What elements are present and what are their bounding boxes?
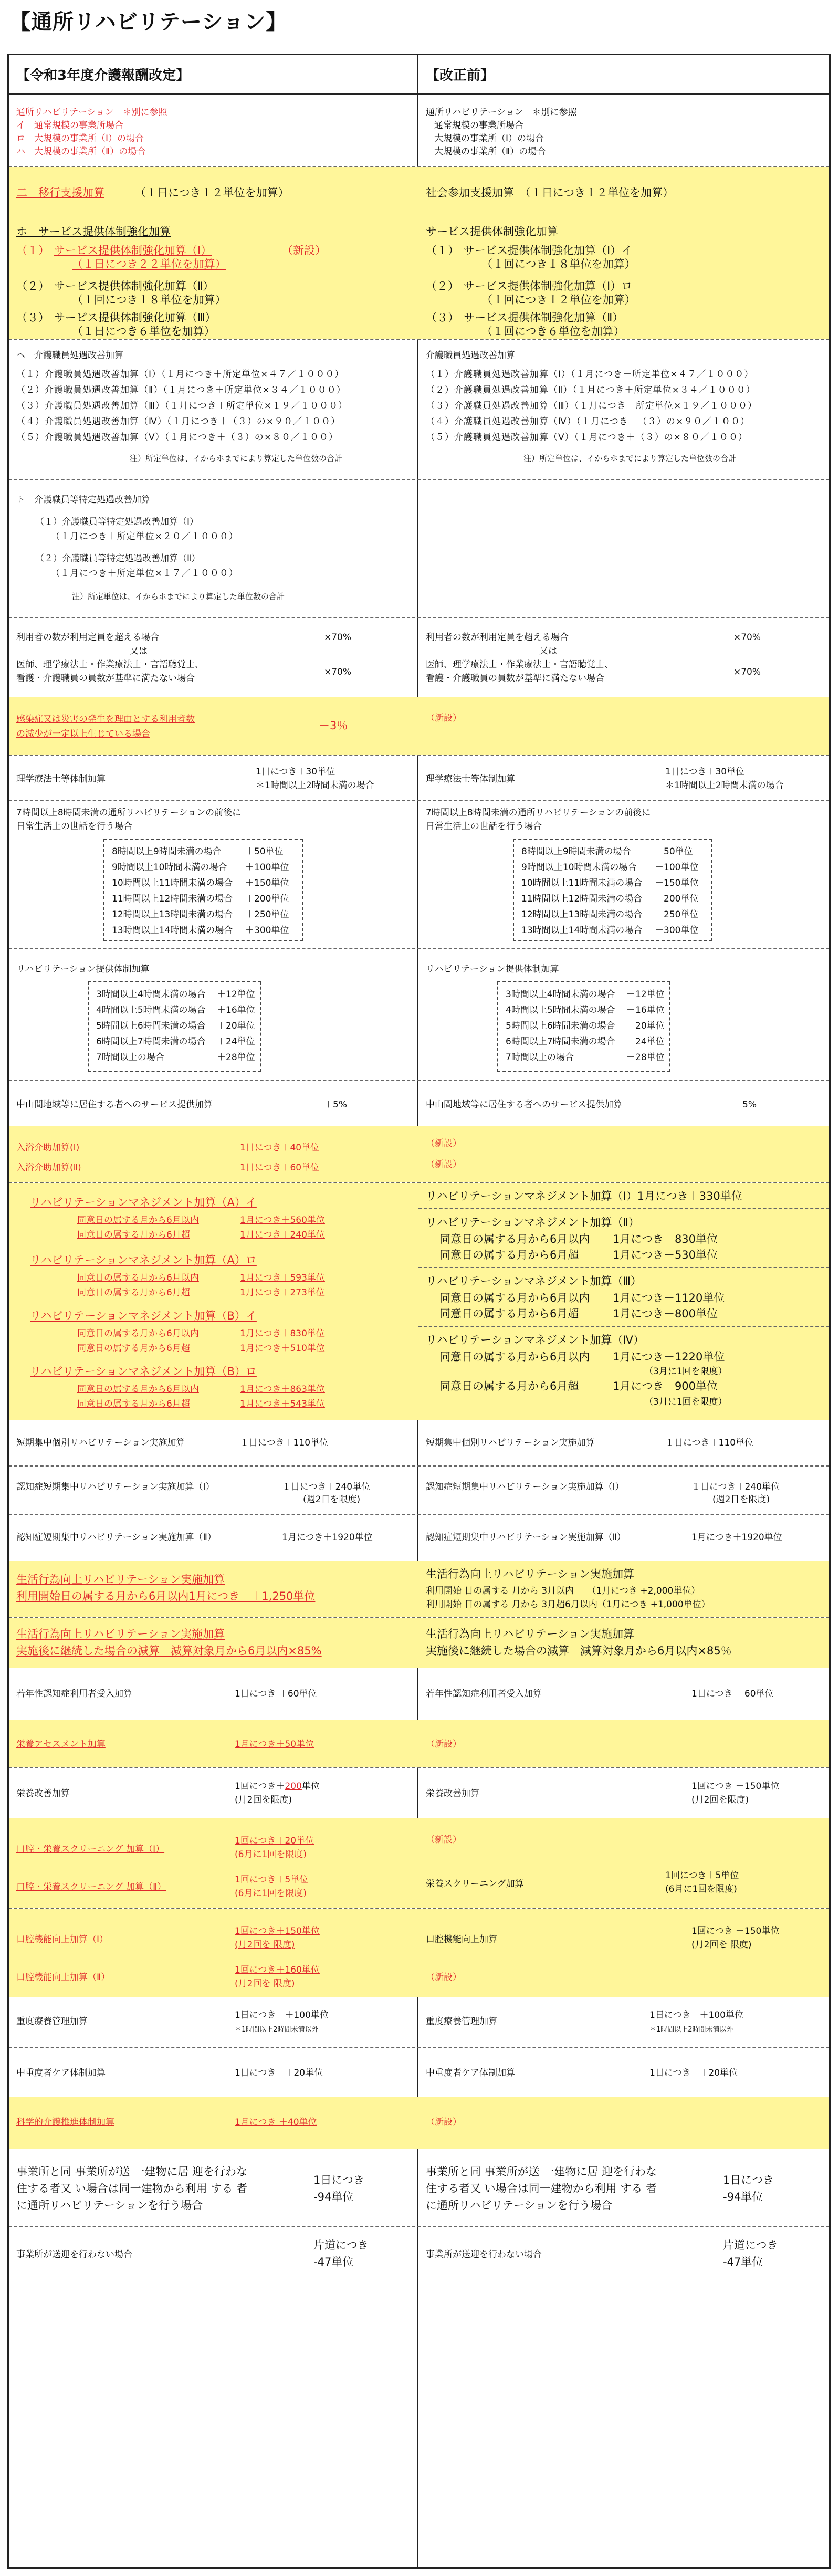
- row-rehab-management: リハビリテーションマネジメント加算（A）イ 同意日の属する月から6月以内 1月につき＋560単位 同意日の属する月から6月超 1月につき＋240単位 リハビリテーションマネジメント加算（A）ロ 同意日の属する月から6月以内 1月につき＋593単位 同意日の属する月から6月超 1月につき＋273単位 リハビリテーションマネジメント加算（B）イ 同意日の属する月から6月以内 1月につき＋830単位 同意日の属する月から6月超 1月につき＋510単位 リハビリテーションマネジメント加算（B）ロ 同意日の属する月から6月以内 1月につき＋863単位 同意日の属する月から6月超 1月につき＋543単位 リハビリテーションマネジメント加算（Ⅰ）1月につき＋330単位 リハビリテーションマネジメント加算（Ⅱ） 同意日の属する月から6月以内 1月につき＋830単位 同意日の属する月から6月超 1月につき＋530単位 リハビリテーションマネジメント加算（Ⅲ） 同意日の属する月から6月以内 1月につき＋1120単位 同意日の属する月から6月超 1月につき＋800単位 リハビリテーションマネジメント加算（Ⅳ） 同意日の属する月から6月以内 1月につき＋1220単位 （3月に1回を限度） 同意日の属する月から6月超 1月につき＋900単位 （3月に1回を限度）: [9, 1183, 829, 1420]
- row-oral-function: 口腔機能向上加算（Ⅰ） 1回につき＋150単位 (月2回を 限度) 口腔機能向上加算（Ⅱ） 1回につき＋160単位 (月2回を 限度) 口腔機能向上加算 1回につき ＋150単位 (月2回を 限度) （新設）: [9, 1909, 829, 1997]
- row-life-activity-reduction: 生活行為向上リハビリテーション実施加算 実施後に継続した場合の減算 減算対象月から6月以内×85% 生活行為向上リハビリテーション実施加算 実施後に継続した場合の減算 減算対象月から6月以内×85％: [9, 1618, 829, 1668]
- row-scientific-care: 科学的介護推進体制加算 1月につき ＋40単位 （新設）: [9, 2097, 829, 2149]
- comparison-table: [7, 54, 831, 2569]
- row-young-dementia: 若年性認知症利用者受入加算 1日につき ＋60単位 若年性認知症利用者受入加算 1日につき ＋60単位: [16, 1689, 774, 1699]
- row-dementia-short-1: 認知症短期集中リハビリテーション実施加算（Ⅰ） １日につき＋240単位 (週2日を限度) 認知症短期集中リハビリテーション実施加算（Ⅰ） １日につき＋240単位 (週2日を限度): [16, 1482, 780, 1505]
- row-over-capacity: 利用者の数が利用定員を超える場合 ×70% 又は 医師、理学療法士・作業療法士・言語聴覚士、 看護・介護職員の員数が基準に満たない場合 ×70% 利用者の数が利用定員を超える場合 ×70% 又は 医師、理学療法士・作業療法士・言語聴覚士、 看護・介護職員の員数が基準に満たない場合 ×70%: [16, 632, 761, 684]
- row-nutrition-improvement: 栄養改善加算 1回につき＋200単位 (月2回を限度) 栄養改善加算 1回につき ＋150単位 (月2回を限度): [16, 1781, 780, 1805]
- header-right: 【改正前】: [418, 55, 829, 95]
- row-service-system: ホ サービス提供体制強化加算 （１） サービス提供体制強化加算（Ⅰ） （新設） （１日につき２２単位を加算） （２） サービス提供体制強化加算（Ⅱ） （１回につき１８単位を加算） （３） サービス提供体制強化加算（Ⅲ） （１日につき６単位を加算） サービス提供体制強化加算 （１） サービス提供体制強化加算（Ⅰ）イ （１回につき１８単位を加算） （２） サービス提供体制強化加算（Ⅰ）ロ （１回につき１２単位を加算） （３） サービス提供体制強化加算（Ⅱ） （１回につき６単位を加算）: [9, 218, 829, 339]
- social-participation-label: 社会参加支援加算 （１日につき１２単位を加算）: [426, 186, 674, 199]
- row-bathing: 入浴介助加算(Ⅰ) 1日につき＋40単位 入浴介助加算(Ⅱ) 1日につき＋60単位 （新設） （新設）: [9, 1126, 829, 1182]
- new-label: （新設）: [426, 2117, 462, 2128]
- new-label: （新設）: [426, 1159, 462, 1170]
- row-transition-support: [9, 167, 829, 218]
- specific-treatment-head: ト 介護職員等特定処遇改善加算: [16, 495, 150, 505]
- header-left: 【令和3年度介護報酬改定】: [9, 55, 417, 95]
- row-life-activity: 生活行為向上リハビリテーション実施加算 利用開始日の属する月から6月以内1月につき ＋1,250単位 生活行為向上リハビリテーション実施加算 利用開始 日の属する 月から 3月以内 （1月につき +2,000単位） 利用開始 日の属する 月から 3月超6月以内（1月につき +1,000単位）: [9, 1561, 829, 1617]
- base-line-1: 通所リハビリテーション ＊別に参照: [16, 107, 167, 118]
- treatment-head: ヘ 介護職員処遇改善加算: [16, 350, 123, 361]
- row-base-service: [9, 95, 829, 166]
- row-mountain-area: 中山間地域等に居住する者へのサービス提供加算 ＋5% 中山間地域等に居住する者へのサービス提供加算 ＋5%: [16, 1099, 757, 1110]
- new-label: （新設）: [426, 1835, 462, 1845]
- base-line-3: ロ 大規模の事業所（Ⅰ）の場合: [16, 133, 144, 144]
- row-extended-hours: 7時間以上8時間未満の通所リハビリテーションの前後に 日常生活上の世話を行う場合 8時間以上9時間未満の場合 ＋50単位 9時間以上10時間未満の場合 ＋100単位 10時間以上11時間未満の場合 ＋150単位 11時間以上12時間未満の場合 ＋200単位 12時間以上13時間未満の場合 ＋250単位 13時間以上14時間未満の場合 ＋300単位 7時間以上8時間未満の通所リハビリテーションの前後に 日常生活上の世話を行う場合 8時間以上9時間未満の場合 ＋50単位 9時間以上10時間未満の場合 ＋100単位 10時間以上11時間未満の場合 ＋150単位 11時間以上12時間未満の場合 ＋200単位 12時間以上13時間未満の場合 ＋250単位 13時間以上14時間未満の場合 ＋300単位: [9, 801, 829, 948]
- treatment-note: 注）所定単位は、イからホまでにより算定した単位数の合計: [523, 454, 737, 463]
- base-line-2: イ 通常規模の事業所場合: [16, 120, 123, 131]
- base-line-4: ハ 大規模の事業所（Ⅱ）の場合: [16, 146, 146, 157]
- service-system-head: サービス提供体制強化加算: [426, 225, 558, 238]
- row-short-term-individual: 短期集中個別リハビリテーション実施加算 １日につき＋110単位 短期集中個別リハビリテーション実施加算 １日につき＋110単位: [16, 1438, 754, 1448]
- new-label: （新設）: [426, 1138, 462, 1149]
- row-specific-treatment: ト 介護職員等特定処遇改善加算 （１）介護職員等特定処遇改善加算（Ⅰ） （１月につき＋所定単位×２０／１０００） （２）介護職員等特定処遇改善加算（Ⅱ） （１月につき＋所定単位×１７／１０００） 注）所定単位は、イからホまでにより算定した単位数の合計: [9, 480, 829, 617]
- new-label: （新設）: [426, 1739, 462, 1750]
- page-title: 【通所リハビリテーション】: [9, 10, 288, 34]
- row-treatment-improvement: ヘ 介護職員処遇改善加算 （１）介護職員処遇改善加算（Ⅰ）（１月につき＋所定単位×４７／１０００） （２）介護職員処遇改善加算（Ⅱ）（１月につき＋所定単位×３４／１０００） （３）介護職員処遇改善加算（Ⅲ）（１月につき＋所定単位×１９／１０００） （４）介護職員処遇改善加算（Ⅳ）（１月につき＋（３）の×９０／１００） （５）介護職員処遇改善加算（Ⅴ）（１月につき＋（３）の×８０／１００） 注）所定単位は、イからホまでにより算定した単位数の合計 介護職員処遇改善加算 （１）介護職員処遇改善加算（Ⅰ）（１月につき＋所定単位×４７／１０００） （２）介護職員処遇改善加算（Ⅱ）（１月につき＋所定単位×３４／１０００） （３）介護職員処遇改善加算（Ⅲ）（１月につき＋所定単位×１９／１０００） （４）介護職員処遇改善加算（Ⅳ）（１月につき＋（３）の×９０／１００） （５）介護職員処遇改善加算（Ⅴ）（１月につき＋（３）の×８０／１００） 注）所定単位は、イからホまでにより算定した単位数の合計: [9, 340, 829, 479]
- row-oral-nutrition-screening: 口腔・栄養スクリーニング 加算（Ⅰ） 1回につき＋20単位 (6月に1回を限度) 口腔・栄養スクリーニング 加算（Ⅱ） 1回につき＋5単位 (6月に1回を限度) （新設） 栄養スクリーニング加算 1回につき＋5単位 (6月に1回を限度): [9, 1818, 829, 1908]
- row-nutrition-assessment: 栄養アセスメント加算 1月につき＋50単位 （新設）: [9, 1720, 829, 1767]
- row-no-transport: 事業所が送迎を行わない場合 片道につき -47単位 事業所が送迎を行わない場合 片道につき -47単位: [16, 2239, 778, 2268]
- row-dementia-short-2: 認知症短期集中リハビリテーション実施加算（Ⅱ） 1月につき＋1920単位 認知症短期集中リハビリテーション実施加算（Ⅱ） 1月につき＋1920単位: [16, 1532, 782, 1543]
- row-severe-care: 重度療養管理加算 1日につき ＋100単位 ＊1時間以上2時間未満以外 重度療養管理加算 1日につき ＋100単位 ＊1時間以上2時間未満以外: [16, 2010, 743, 2034]
- row-same-building: 事業所と同 事業所が送 一建物に居 迎を行わな 住する者又 い場合は同一建物から利用 する 者 に通所リハビリテーションを行う場合 1日につき -94単位 事業所と同 事業所が送 一建物に居 迎を行わな 住する者又 い場合は同一建物から利用 する 者 に通所リハビリテーションを行う場合 1日につき -94単位: [16, 2165, 774, 2212]
- transition-support-name: 二 移行支援加算: [16, 186, 104, 199]
- transition-support-value: （１日につき１２単位を加算）: [135, 186, 289, 199]
- row-infection-disaster: 感染症又は災害の発生を理由とする利用者数 の減少が一定以上生じている場合 ＋3％ （新設）: [9, 697, 829, 755]
- new-label: （新設）: [426, 1972, 462, 1983]
- row-pt-system: 理学療法士等体制加算 1日につき＋30単位 ＊1時間以上2時間未満の場合 理学療法士等体制加算 1日につき＋30単位 ＊1時間以上2時間未満の場合: [16, 767, 784, 791]
- treatment-note: 注）所定単位は、イからホまでにより算定した単位数の合計: [130, 454, 343, 463]
- new-label: （新設）: [282, 244, 326, 257]
- base-line-3: 大規模の事業所（Ⅰ）の場合: [434, 133, 544, 144]
- specific-treatment-note: 注）所定単位は、イからホまでにより算定した単位数の合計: [72, 592, 285, 601]
- new-label: （新設）: [426, 713, 462, 724]
- base-line-4: 大規模の事業所（Ⅱ）の場合: [434, 146, 546, 157]
- row-moderate-severe-care: 中重度者ケア体制加算 1日につき ＋20単位 中重度者ケア体制加算 1日につき ＋20単位: [16, 2068, 738, 2078]
- treatment-head: 介護職員処遇改善加算: [426, 350, 515, 361]
- row-rehab-provision: リハビリテーション提供体制加算 3時間以上4時間未満の場合 ＋12単位 4時間以上5時間未満の場合 ＋16単位 5時間以上6時間未満の場合 ＋20単位 6時間以上7時間未満の場合 ＋24単位 7時間以上の場合 ＋28単位 リハビリテーション提供体制加算 3時間以上4時間未満の場合 ＋12単位 4時間以上5時間未満の場合 ＋16単位 5時間以上6時間未満の場合 ＋20単位 6時間以上7時間未満の場合 ＋24単位 7時間以上の場合 ＋28単位: [9, 949, 829, 1080]
- base-line-2: 通常規模の事業所場合: [434, 120, 523, 131]
- base-line-1: 通所リハビリテーション ＊別に参照: [426, 107, 577, 118]
- service-system-head: ホ サービス提供体制強化加算: [16, 225, 171, 238]
